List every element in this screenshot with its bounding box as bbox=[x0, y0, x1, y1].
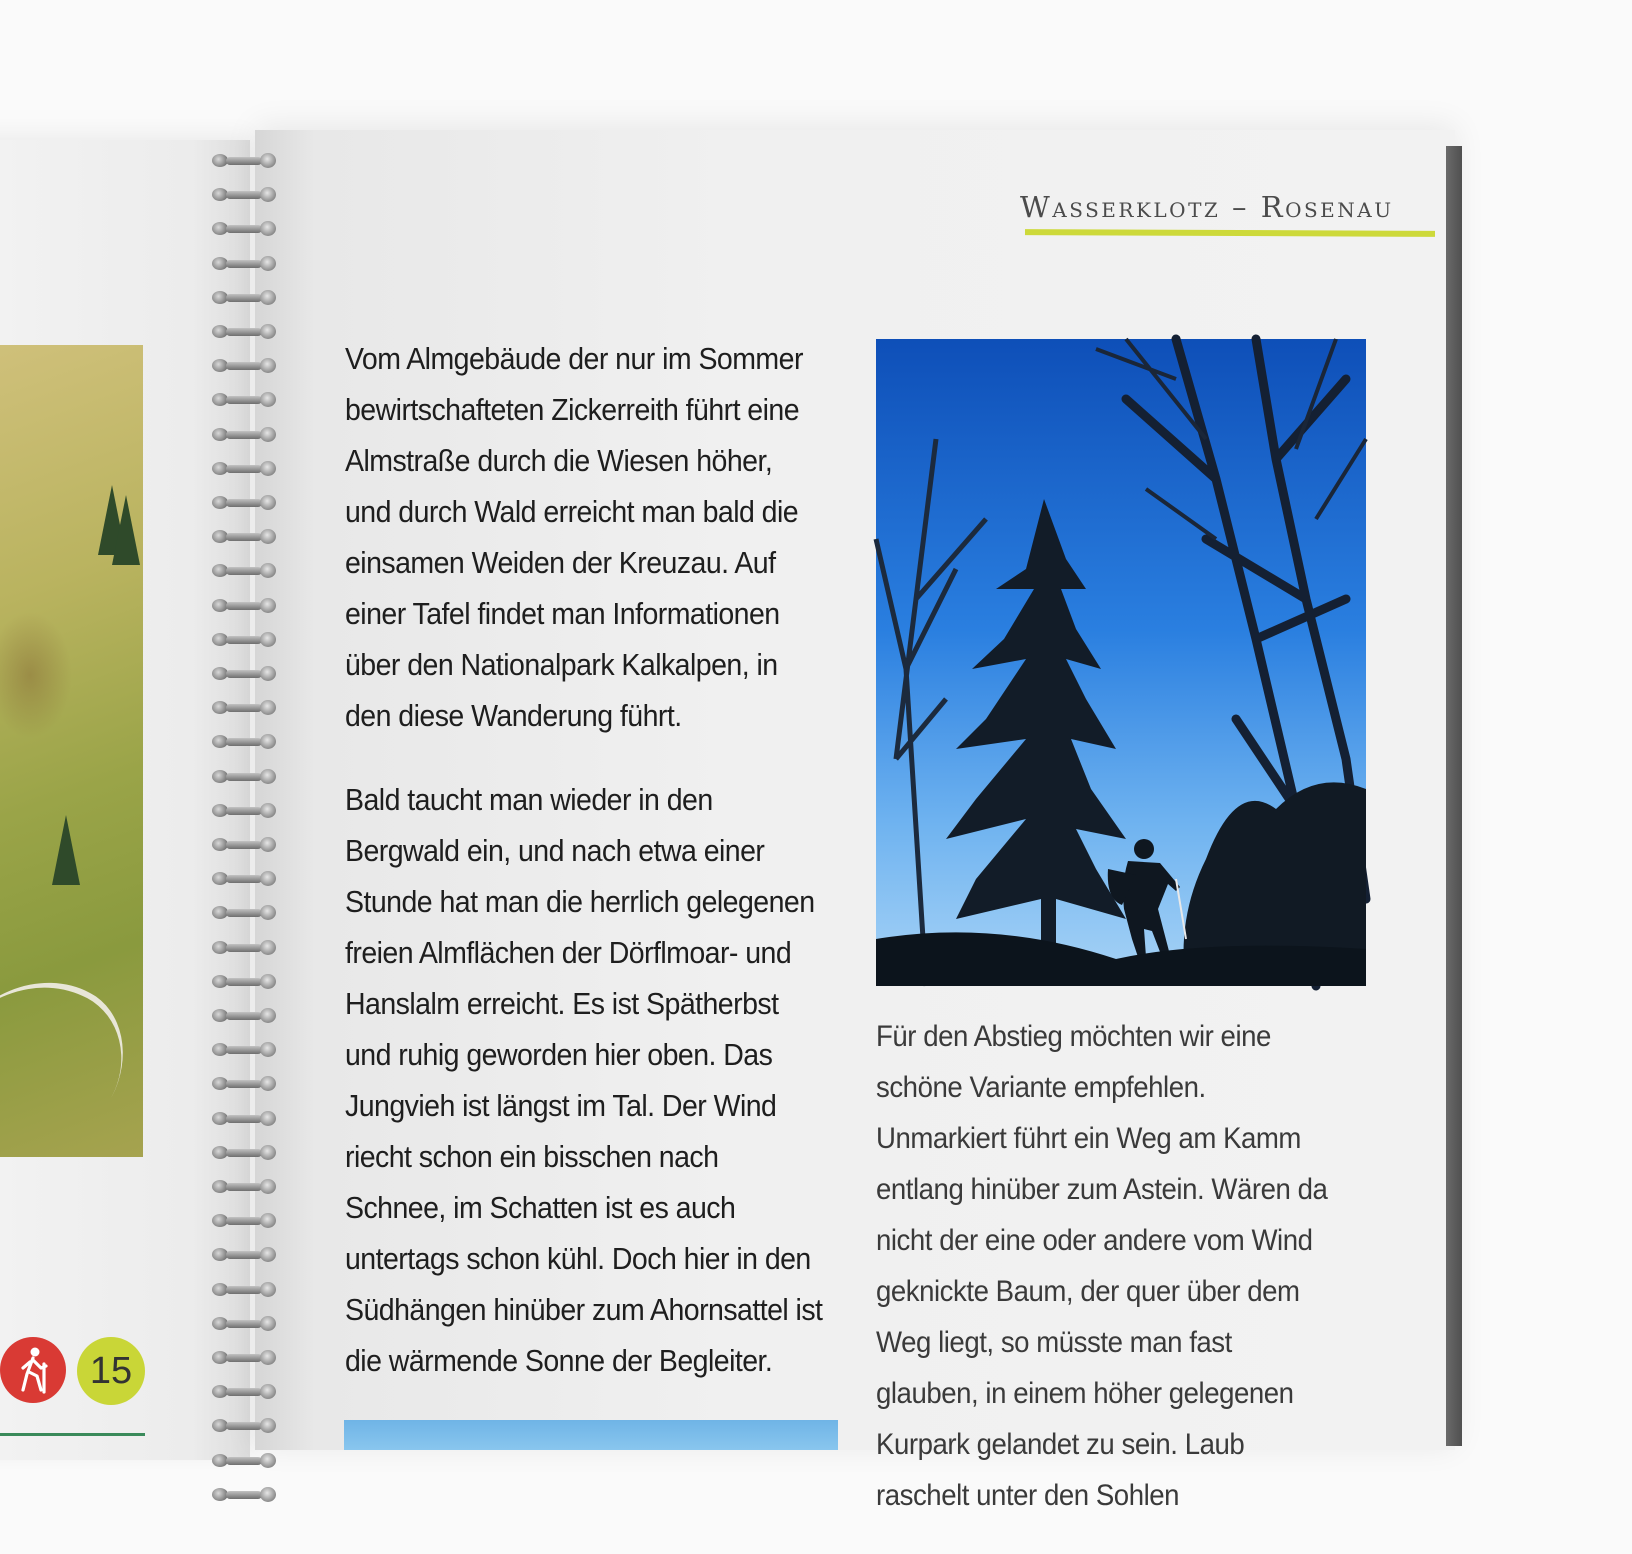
spiral-coil bbox=[208, 287, 278, 309]
spiral-coil bbox=[208, 1313, 278, 1335]
spiral-coil bbox=[208, 321, 278, 343]
spiral-coil bbox=[208, 800, 278, 822]
spiral-coil bbox=[208, 150, 278, 172]
spiral-coil bbox=[208, 1073, 278, 1095]
spiral-coil bbox=[208, 492, 278, 514]
text-column-right bbox=[876, 1011, 1336, 1554]
tree-shape bbox=[112, 495, 140, 565]
spiral-coil bbox=[208, 937, 278, 959]
spiral-coil bbox=[208, 1005, 278, 1027]
spiral-coil bbox=[208, 1176, 278, 1198]
spiral-coil bbox=[208, 1415, 278, 1437]
spiral-coil bbox=[208, 971, 278, 993]
forest-hiker-photo bbox=[876, 339, 1366, 986]
spiral-coil bbox=[208, 184, 278, 206]
spiral-coil bbox=[208, 1039, 278, 1061]
chapter-title: Wasserklotz – Rosenau bbox=[1020, 190, 1394, 224]
footer-rule bbox=[0, 1433, 145, 1436]
spiral-coil bbox=[208, 1484, 278, 1506]
page-edge bbox=[1446, 146, 1462, 1446]
spiral-coil bbox=[208, 218, 278, 240]
spiral-coil bbox=[208, 766, 278, 788]
paragraph: Für den Abstieg möchten wir eine schöne Variante empfehlen. Unmarkiert führt ein Weg am Kamm entlang hinüber zum Astein. Wären da nicht der eine oder andere vom Wind geknickte Baum, der quer über dem Weg liegt, so müsste man fast glauben, in einem höher gelegenen Kurpark gelandet zu sein. Laub raschelt unter den Sohlen bbox=[876, 1020, 1328, 1512]
spiral-coil bbox=[208, 697, 278, 719]
spiral-coil bbox=[208, 629, 278, 651]
paragraph: Vom Almgebäude der nur im Sommer bewirtschafteten Zickerreith führt eine Almstraße durch die Wiesen höher, und durch Wald erreicht man bald die einsamen Weiden der Kreuzau. Auf einer Tafel findet man Informationen über den Nationalpark Kalkalpen, in den diese Wanderung führt. bbox=[345, 341, 803, 733]
spiral-coil bbox=[208, 1108, 278, 1130]
paragraph: Bald taucht man wieder in den Bergwald ein, und nach etwa einer Stunde hat man die herrlich gelegenen freien Almflächen der Dörflmoar- und Hanslalm erreicht. Es ist Spätherbst und ruhig geworden hier oben. Das Jungvieh ist längst im Tal. Der Wind riecht schon ein bisschen nach Schnee, im Schatten ist es auch untertags schon kühl. Doch hier in den Südhängen hinüber zum Ahornsattel ist die wärmende Sonne der Begleiter. bbox=[345, 782, 823, 1378]
spiral-coil bbox=[208, 424, 278, 446]
sky-photo bbox=[344, 1420, 838, 1450]
spiral-binding bbox=[208, 150, 278, 1440]
tree-shape bbox=[52, 815, 80, 885]
spiral-coil bbox=[208, 663, 278, 685]
spiral-coil bbox=[208, 1279, 278, 1301]
text-column-left bbox=[345, 333, 823, 1419]
spiral-coil bbox=[208, 458, 278, 480]
spiral-coil bbox=[208, 834, 278, 856]
spiral-coil bbox=[208, 1381, 278, 1403]
spiral-coil bbox=[208, 1142, 278, 1164]
spiral-coil bbox=[208, 1347, 278, 1369]
spiral-coil bbox=[208, 526, 278, 548]
spiral-coil bbox=[208, 731, 278, 753]
spiral-coil bbox=[208, 902, 278, 924]
spiral-coil bbox=[208, 595, 278, 617]
spiral-coil bbox=[208, 355, 278, 377]
spiral-coil bbox=[208, 1210, 278, 1232]
spiral-coil bbox=[208, 253, 278, 275]
page-number-badge: 15 bbox=[77, 1337, 145, 1405]
spiral-coil bbox=[208, 868, 278, 890]
spiral-coil bbox=[208, 389, 278, 411]
spiral-coil bbox=[208, 1244, 278, 1266]
spiral-coil bbox=[208, 1450, 278, 1472]
spiral-coil bbox=[208, 560, 278, 582]
hiker-icon bbox=[0, 1337, 66, 1403]
meadow-photo bbox=[0, 345, 143, 1157]
